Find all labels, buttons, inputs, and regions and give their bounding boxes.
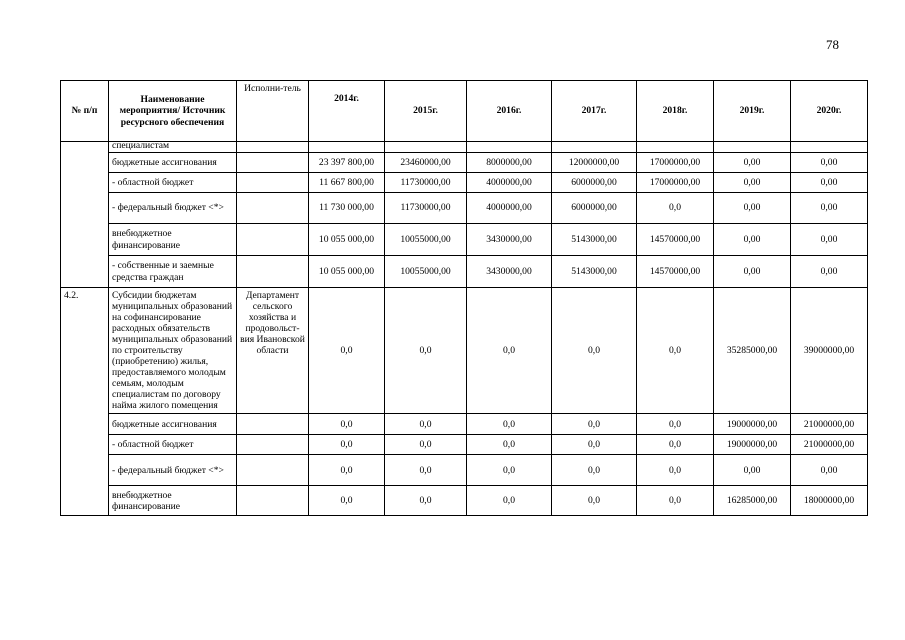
value-cell: 0,0 bbox=[385, 486, 467, 516]
header-year: 2020г. bbox=[791, 81, 868, 142]
value-cell: 0,0 bbox=[309, 435, 385, 455]
item-number: 4.2. bbox=[61, 288, 109, 516]
table-row-item-4-2 bbox=[61, 288, 868, 414]
value-cell: 12000000,00 bbox=[552, 153, 637, 173]
row-executor bbox=[237, 455, 309, 486]
value-cell: 0,00 bbox=[791, 173, 868, 193]
table-row bbox=[61, 256, 868, 288]
value-cell: 0,0 bbox=[309, 414, 385, 435]
value-cell: 35285000,00 bbox=[714, 288, 791, 414]
item-executor: Департамент сельского хозяйства и продовольст-вия Ивановской области bbox=[237, 288, 309, 414]
header-year: 2014г. bbox=[309, 81, 385, 142]
value-cell: 0,0 bbox=[637, 486, 714, 516]
row-executor bbox=[237, 486, 309, 516]
row-executor bbox=[237, 142, 309, 153]
row-label: внебюджетное финансирование bbox=[109, 486, 237, 516]
value-cell: 0,0 bbox=[467, 435, 552, 455]
table-row bbox=[61, 414, 868, 435]
value-cell: 21000000,00 bbox=[791, 435, 868, 455]
header-row bbox=[61, 81, 868, 142]
page-number: 78 bbox=[826, 37, 839, 52]
value-cell: 0,00 bbox=[714, 455, 791, 486]
value-cell: 0,0 bbox=[467, 486, 552, 516]
row-label: - федеральный бюджет <*> bbox=[109, 193, 237, 224]
value-cell: 0,0 bbox=[552, 486, 637, 516]
value-cell: 0,00 bbox=[791, 224, 868, 256]
value-cell: 0,0 bbox=[309, 288, 385, 414]
row-executor bbox=[237, 224, 309, 256]
value-cell: 3430000,00 bbox=[467, 224, 552, 256]
value-cell: 0,0 bbox=[637, 193, 714, 224]
table-row bbox=[61, 455, 868, 486]
value-cell: 0,0 bbox=[309, 455, 385, 486]
value-cell: 0,0 bbox=[309, 486, 385, 516]
value-cell: 10055000,00 bbox=[385, 256, 467, 288]
value-cell: 5143000,00 bbox=[552, 224, 637, 256]
value-cell: 0,0 bbox=[467, 414, 552, 435]
row-executor bbox=[237, 153, 309, 173]
value-cell: 11730000,00 bbox=[385, 173, 467, 193]
value-cell: 16285000,00 bbox=[714, 486, 791, 516]
header-year: 2015г. bbox=[385, 81, 467, 142]
value-cell: 0,0 bbox=[552, 414, 637, 435]
value-cell: 0,0 bbox=[637, 455, 714, 486]
value-cell: 17000000,00 bbox=[637, 173, 714, 193]
value-cell: 0,00 bbox=[791, 256, 868, 288]
table-row bbox=[61, 153, 868, 173]
table-row-continuation bbox=[61, 142, 868, 153]
value-cell: 0,0 bbox=[467, 455, 552, 486]
value-cell: 23460000,00 bbox=[385, 153, 467, 173]
header-year: 2018г. bbox=[637, 81, 714, 142]
value-cell: 4000000,00 bbox=[467, 193, 552, 224]
value-cell: 0,0 bbox=[385, 414, 467, 435]
value-cell: 21000000,00 bbox=[791, 414, 868, 435]
value-cell: 14570000,00 bbox=[637, 256, 714, 288]
value-cell: 0,0 bbox=[637, 288, 714, 414]
value-cell: 39000000,00 bbox=[791, 288, 868, 414]
row-num-cell bbox=[61, 142, 109, 288]
value-cell: 10 055 000,00 bbox=[309, 256, 385, 288]
value-cell: 0,0 bbox=[637, 414, 714, 435]
value-cell: 19000000,00 bbox=[714, 414, 791, 435]
value-cell: 0,00 bbox=[791, 153, 868, 173]
row-label: - федеральный бюджет <*> bbox=[109, 455, 237, 486]
row-executor bbox=[237, 256, 309, 288]
table-row bbox=[61, 193, 868, 224]
value-cell: 11 667 800,00 bbox=[309, 173, 385, 193]
header-year: 2017г. bbox=[552, 81, 637, 142]
value-cell: 10055000,00 bbox=[385, 224, 467, 256]
budget-table bbox=[60, 80, 868, 516]
row-label: - областной бюджет bbox=[109, 173, 237, 193]
header-num: № п/п bbox=[61, 81, 109, 142]
row-label: - областной бюджет bbox=[109, 435, 237, 455]
value-cell: 17000000,00 bbox=[637, 153, 714, 173]
value-cell: 18000000,00 bbox=[791, 486, 868, 516]
value-cell: 0,00 bbox=[791, 193, 868, 224]
value-cell: 0,00 bbox=[791, 455, 868, 486]
value-cell: 6000000,00 bbox=[552, 193, 637, 224]
row-executor bbox=[237, 414, 309, 435]
header-executor: Исполни-тель bbox=[237, 81, 309, 142]
value-cell: 0,0 bbox=[637, 435, 714, 455]
value-cell: 0,0 bbox=[552, 435, 637, 455]
table-row bbox=[61, 435, 868, 455]
row-label: бюджетные ассигнования bbox=[109, 414, 237, 435]
value-cell: 11730000,00 bbox=[385, 193, 467, 224]
row-label: бюджетные ассигнования bbox=[109, 153, 237, 173]
value-cell: 6000000,00 bbox=[552, 173, 637, 193]
value-cell: 0,0 bbox=[552, 288, 637, 414]
value-cell: 19000000,00 bbox=[714, 435, 791, 455]
row-label: внебюджетное финансирование bbox=[109, 224, 237, 256]
row-executor bbox=[237, 193, 309, 224]
header-year: 2019г. bbox=[714, 81, 791, 142]
value-cell: 3430000,00 bbox=[467, 256, 552, 288]
value-cell: 14570000,00 bbox=[637, 224, 714, 256]
value-cell: 0,0 bbox=[385, 288, 467, 414]
value-cell: 0,0 bbox=[467, 288, 552, 414]
value-cell: 0,00 bbox=[714, 153, 791, 173]
row-label: - собственные и заемные средства граждан bbox=[109, 256, 237, 288]
table-row bbox=[61, 486, 868, 516]
value-cell: 0,0 bbox=[552, 455, 637, 486]
value-cell: 0,0 bbox=[385, 455, 467, 486]
header-year: 2016г. bbox=[467, 81, 552, 142]
value-cell: 23 397 800,00 bbox=[309, 153, 385, 173]
row-executor bbox=[237, 435, 309, 455]
value-cell: 10 055 000,00 bbox=[309, 224, 385, 256]
row-executor bbox=[237, 173, 309, 193]
value-cell: 0,00 bbox=[714, 256, 791, 288]
value-cell: 4000000,00 bbox=[467, 173, 552, 193]
value-cell: 0,00 bbox=[714, 193, 791, 224]
value-cell: 0,00 bbox=[714, 224, 791, 256]
value-cell: 11 730 000,00 bbox=[309, 193, 385, 224]
value-cell: 8000000,00 bbox=[467, 153, 552, 173]
header-name: Наименование мероприятия/ Источник ресурсного обеспечения bbox=[109, 81, 237, 142]
row-label: специалистам bbox=[109, 142, 237, 153]
table-row bbox=[61, 173, 868, 193]
table-row bbox=[61, 224, 868, 256]
value-cell: 5143000,00 bbox=[552, 256, 637, 288]
item-name: Субсидии бюджетам муниципальных образований на софинансирование расходных обязательств муниципальных образований по строительству (приобретению) жилья, предоставляемого молодым семьям, молодым специалистам по договору найма жилого помещения bbox=[109, 288, 237, 414]
value-cell: 0,00 bbox=[714, 173, 791, 193]
value-cell: 0,0 bbox=[385, 435, 467, 455]
